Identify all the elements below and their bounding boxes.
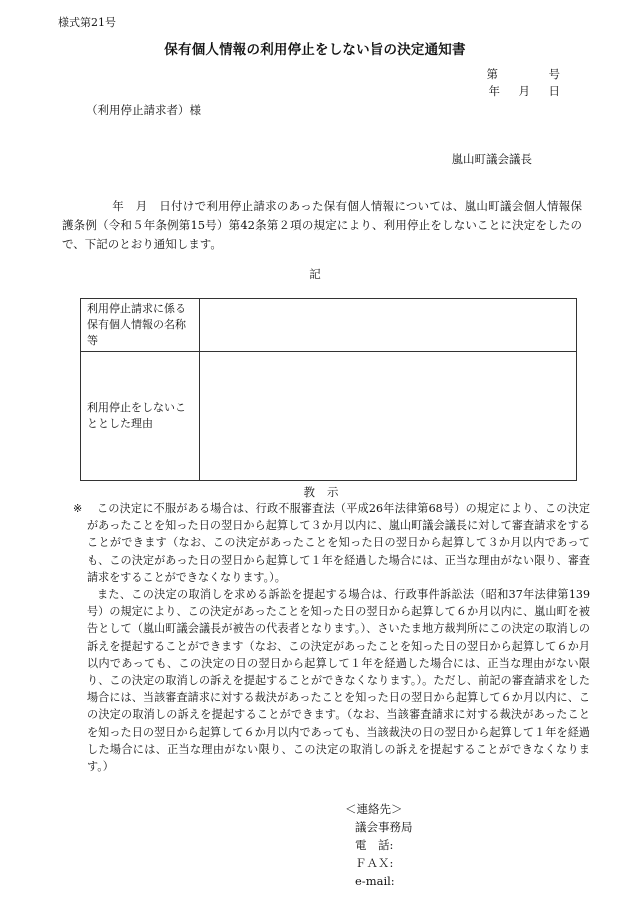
date-month: 月 [518,84,530,98]
table-row [81,352,577,481]
form-number: 様式第21号 [58,16,116,29]
contact-fax: ＦＡＸ: [355,856,394,870]
note-paragraph-2: また、この決定の取消しを求める訴訟を提起する場合は、行政事件訴訟法（昭和37年法律第139号）の規定により、この決定があったことを知った日の翌日から起算して６か月以内に、嵐山町を被告として（嵐山町議会議長が被告の代表者となります。）、さいたま地方裁判所にこの決定の取消しの訴えを提起することができます（なお、この決定があったことを知った日の翌日から起算して６か月以内であっても、この決定の日の翌日から起算して１年を経過した場合には、正当な理由がない限り、この決定の取消しの訴えを提起することができなくなります。）。ただし、前記の審査請求をした場合には、当該審査請求に対する裁決があったことを知った日の翌日から起算して６か月以内に、この決定の取消しの訴えを提起することができます。（なお、当該審査請求に対する裁決があったことを知った日の翌日から起算して６か月以内であっても、当該裁決の日の翌日から起算して１年を経過した場合には、正当な理由がない限り、この決定の取消しの訴えを提起することができなくなります。） [87,588,590,774]
row2-label: 利用停止をしないこととした理由 [81,352,200,481]
date-day: 日 [548,84,560,98]
row1-value[interactable] [200,299,577,352]
contact-heading: ＜連絡先＞ [345,802,403,816]
document-title: 保有個人情報の利用停止をしない旨の決定通知書 [164,42,466,58]
info-table [80,298,577,481]
body-paragraph [62,197,582,254]
date-year: 年 [488,84,500,98]
document-number-line [487,66,561,82]
sender: 嵐山町議会議長 [451,152,532,166]
instruction-note [73,500,590,775]
contact-office: 議会事務局 [355,820,413,834]
row2-value[interactable] [200,352,577,481]
row1-label: 利用停止請求に係る保有個人情報の名称等 [81,299,200,352]
note-paragraph-1: この決定に不服がある場合は、行政不服審査法（平成26年法律第68号）の規定により、この決定があったことを知った日の翌日から起算して３か月以内に、嵐山町議会議長に対して審査請求をすることができます（なお、この決定があったことを知った日の翌日から起算して３か月以内であっても、この決定があった日の翌日から起算して１年を経過した場合には、正当な理由がない限り、審査請求をすることができなくなります。）。 [87,502,590,584]
kyoji-heading: 教示 [303,485,351,499]
note-mark: ※ [73,502,83,515]
addressee: （利用停止請求者）様 [86,103,201,117]
number-suffix: 号 [548,67,560,81]
table-row [81,299,577,352]
contact-phone: 電 話: [355,838,394,852]
date-line [489,83,561,99]
contact-block [345,800,413,890]
body-text: 年 月 日付けで利用停止請求のあった保有個人情報については、嵐山町議会個人情報保護条例（令和５年条例第15号）第42条第２項の規定により、利用停止をしないことに決定をしたので、下記のとおり通知します。 [62,199,582,251]
ki-heading: 記 [309,267,321,281]
contact-email: e-mail: [355,874,395,888]
number-prefix: 第 [486,67,498,81]
